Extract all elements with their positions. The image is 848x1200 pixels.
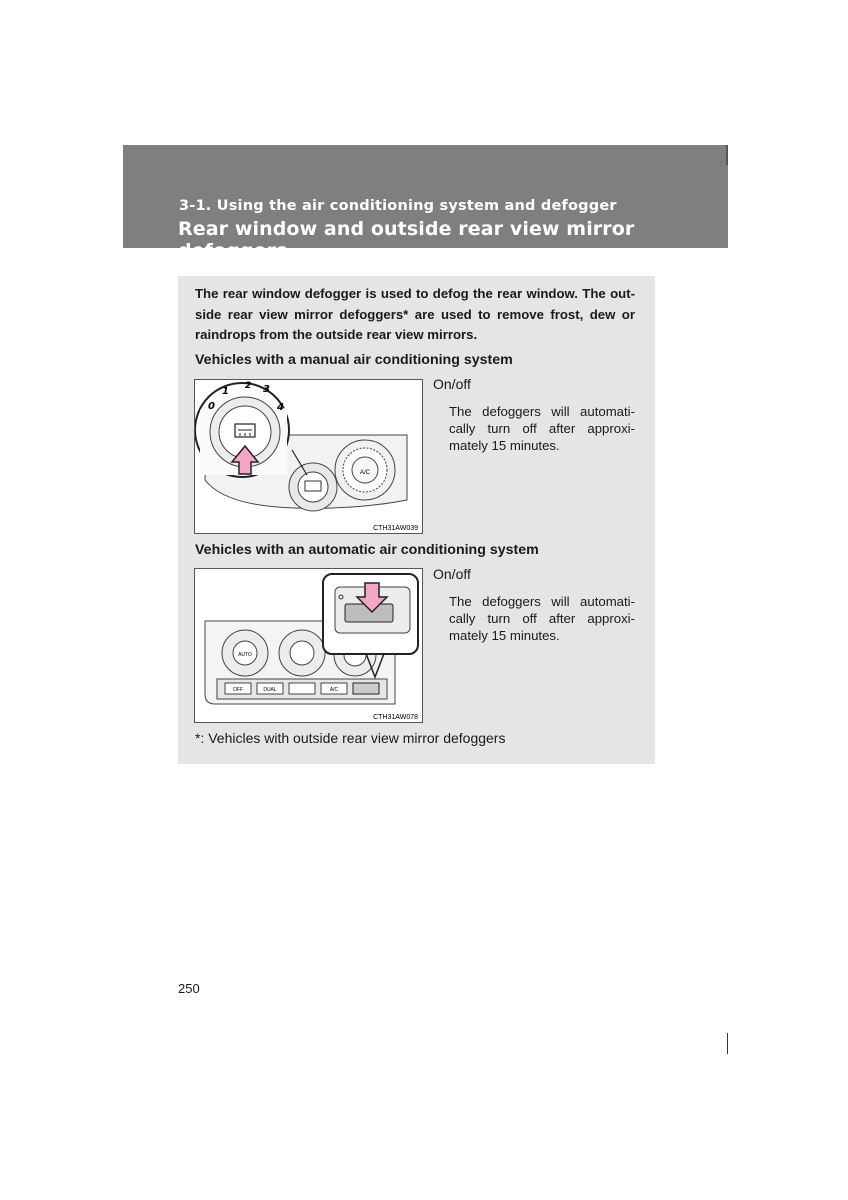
manual-ac-heading: Vehicles with a manual air conditioning system (195, 352, 513, 368)
manual-onoff-label: On/off (433, 376, 471, 392)
manual-panel-illustration (195, 380, 422, 533)
button-dual-label: DUAL (263, 687, 277, 693)
button-off-label: OFF (233, 687, 243, 693)
fan-level-0: 0 (208, 401, 215, 412)
auto-ac-figure (194, 568, 423, 723)
content-box (178, 276, 655, 764)
page-title: Rear window and outside rear view mirror defoggers (178, 218, 635, 262)
footnote: *: Vehicles with outside rear view mirror defoggers (195, 730, 506, 746)
fan-level-1: 1 (222, 386, 229, 397)
figure-code: CTH31AW039 (373, 525, 418, 532)
fan-level-2: 2 (245, 381, 252, 391)
fan-level-4: 4 (277, 402, 284, 413)
page-number: 250 (178, 981, 200, 996)
auto-note: The defoggers will automati-cally turn off after approxi-mately 15 minutes. (449, 594, 635, 643)
ac-knob-label: A/C (359, 470, 371, 476)
header-edge-mark (726, 145, 728, 165)
auto-knob-label: AUTO (238, 652, 252, 658)
auto-ac-heading: Vehicles with an automatic air conditioning system (195, 542, 539, 558)
page-edge-mark (727, 1033, 728, 1054)
button-ac-label: A/C (329, 687, 339, 693)
section-heading: 3-1. Using the air conditioning system and defogger (179, 198, 617, 214)
auto-panel-illustration (195, 569, 422, 722)
intro-paragraph: The rear window defogger is used to defog the rear window. The out-side rear view mirror defoggers* are used to remove frost, dew or raindrops from the outside rear view mirrors. (195, 286, 635, 342)
figure-code-auto: CTH31AW078 (373, 714, 418, 721)
manual-ac-figure (194, 379, 423, 534)
chapter-header (123, 145, 728, 262)
fan-level-3: 3 (263, 384, 270, 395)
manual-note: The defoggers will automati-cally turn off after approxi-mately 15 minutes. (449, 404, 635, 453)
auto-onoff-label: On/off (433, 566, 471, 582)
